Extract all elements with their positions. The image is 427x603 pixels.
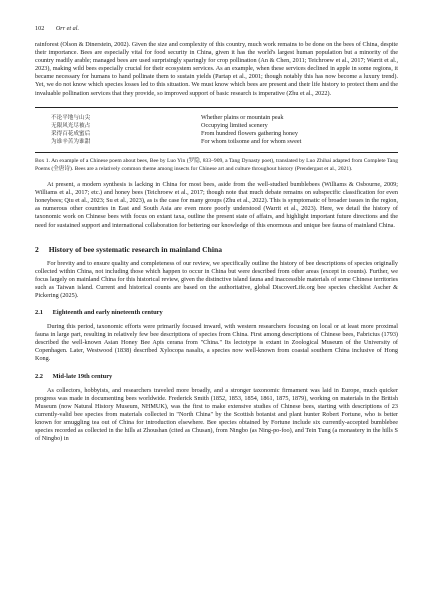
subsection-title: Eighteenth and early nineteenth century bbox=[52, 309, 163, 317]
article-body bbox=[35, 41, 398, 443]
paragraph-intro-continued: rainforest (Olson & Dinerstein, 2002). Given the size and complexity of this country, much work remains to be done on the bees of China, despite their importance. Bees are especially vital for food security in China, given it has the world's largest human population but a minority of the country readily arable; managed bees are used surprisingly sparingly for crop pollination (An & Chen, 2011; Teichroew et al., 2017; Warrit et al., 2023), making wild bees especially crucial for their ecosystem services. As an example, when these services declined in apple in some regions, it became necessary for humans to hand pollinate them to sustain yields (Partap et al., 2001; though notably this has now become a luxury trend). Yet, we do not know which species losses led to this situation. We must know which bees are present and their life history to protect them and the invaluable pollination services that they provide, so improved support of basic research is imperative (Zhu et al., 2022). bbox=[35, 41, 398, 97]
running-header bbox=[35, 25, 79, 32]
paragraph-eighteenth-century: During this period, taxonomic efforts were primarily focused inward, with western researchers focusing on local or at least more proximal fauna in large part, resulting in relatively few bee descriptions of species from China. First among descriptions of Chinese bees, Fabricius (1793) described the well-known Asian Honey Bee Apis cerana from "China." Its lectotype is extant in Zoological Museum of the University of Copenhagen. Later, Westwood (1838) described Xylocopa nasalis, a species now well-known from coastal southern China inclusive of Hong Kong. bbox=[35, 323, 398, 363]
subsection-heading bbox=[35, 373, 398, 381]
poem-line-chinese: 为谁辛苦为谁甜 bbox=[51, 139, 91, 146]
poem-line bbox=[35, 130, 398, 138]
poem-line-english: Whether plains or mountain peak bbox=[201, 113, 284, 121]
poem-line-chinese: 不论平地与山尖 bbox=[51, 114, 91, 121]
page-number: 102 bbox=[35, 25, 45, 32]
paragraph-scope: For brevity and to ensure quality and completeness of our review, we specifically outline the history of bee descriptions of species originally collected within China, not including those which happen to occur in China but were described from other areas (except in counts). Further, we focus largely on mainland China for this historical review, given the distinctive island fauna and inaccessible materials of some Chinese territories such as Taiwan island. Current and historical counts are based on the authoritative, global DiscoverLife.org bee species checklist Ascher & Pickering (2025). bbox=[35, 259, 398, 299]
subsection-title: Mid-late 19th century bbox=[52, 372, 113, 380]
poem-line-english: Occupying limited scenery bbox=[201, 121, 268, 129]
poem-line-english: For whom toilsome and for whom sweet bbox=[201, 138, 302, 146]
poem-line bbox=[35, 114, 398, 122]
poem-box bbox=[35, 107, 398, 154]
section-number: 2 bbox=[35, 244, 39, 254]
subsection-number: 2.2 bbox=[35, 372, 43, 380]
poem-line bbox=[35, 122, 398, 130]
subsection-heading bbox=[35, 309, 398, 317]
poem-line-chinese: 无限风光尽被占 bbox=[51, 122, 91, 129]
section-heading bbox=[35, 245, 398, 254]
poem-line-english: From hundred flowers gathering honey bbox=[201, 130, 298, 138]
paragraph-synthesis: At present, a modern synthesis is lacking in China for most bees, aside from the well-studied bumblebees (Williams & Osbourne, 2009; Williams et al., 2017; etc.) and honey bees (Teichroew et al., 2017; though note that much debate remains on subspecific classification for even honeybees; Qiu et al., 2023; Su et al., 2023), as is the case for many groups (Zhu et al., 2022). This is symptomatic of broader issues in the region, as numerous other countries in East and South Asia are even more poorly understood (Warrit et al., 2023). Here, we detail the history of taxonomic work on Chinese bees with focus on extant taxa, outline the present state of affairs, and highlight important future directions and the need for sustained support and international collaboration for bettering our knowledge of this enormous and unique bee fauna of mainland China. bbox=[35, 181, 398, 229]
box-caption: Box 1. An example of a Chinese poem about bees, Bee by Luo Yin (罗隐, 833–909, a Tang Dynasty poet), translated by Luo Zhihai adapted from Complete Tang Poems (全唐诗). Bees are a relatively common theme among insects for Chinese art and culture throughout history (Prendergast et al., 2021). bbox=[35, 158, 398, 172]
section-title: History of bee systematic research in mainland China bbox=[48, 244, 223, 254]
running-author: Orr et al. bbox=[55, 25, 80, 32]
paragraph-nineteenth-century: As collectors, hobbyists, and researchers traveled more broadly, and a stronger taxonomic firmament was laid in Europe, much quicker progress was made in documenting bees worldwide. Frederick Smith (1852, 1853, 1854, 1861, 1875, 1879), working on materials in the British Museum (now Natural History Museum, NHMUK), was the first to make extensive studies of Chinese bees, starting with descriptions of 23 currently-valid bee species from materials collected in "North China" by the Scottish botanist and plant hunter Robert Fortune, who is better known for smuggling tea out of China for introduction elsewhere. Bee species obtained by Fortune include six currently-accepted bumblebee species recorded as collected in the hills at Zhoushan (cited as Chusan), from Ningbo (as Ning-po-foo), and Tein Tung (a monastery in the hills S of Ningbo) in bbox=[35, 386, 398, 443]
poem-line-chinese: 采得百花成蜜后 bbox=[51, 131, 91, 138]
subsection-number: 2.1 bbox=[35, 309, 43, 317]
poem-line bbox=[35, 138, 398, 146]
